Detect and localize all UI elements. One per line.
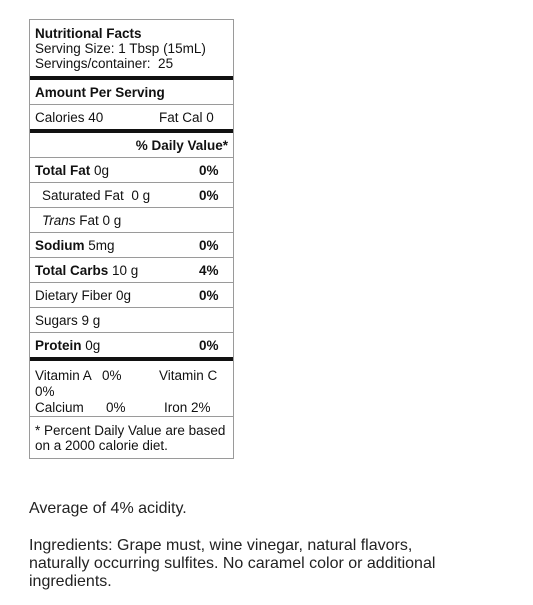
amount-per-serving: Amount Per Serving (35, 85, 165, 100)
vitamin-a-value: 0% (102, 368, 122, 383)
nutrient-name: Sugars (35, 313, 78, 328)
vitamins-section (30, 361, 233, 416)
nutrient-amount: 0 g (123, 188, 151, 203)
nutrient-name: Total Carbs (35, 263, 109, 278)
nutrient-name: Trans (42, 213, 76, 228)
servings-per-container: Servings/container: 25 (35, 56, 174, 71)
nutrient-dv: 0% (199, 288, 219, 303)
nutrient-row-protein (30, 332, 233, 357)
nutrient-row-sodium (30, 232, 233, 257)
nutrient-amount: 0g (112, 288, 132, 303)
daily-value-footnote: * Percent Daily Value are based on a 2000 calorie diet. (30, 416, 233, 458)
nutrient-amount: 9 g (77, 313, 101, 328)
daily-value-header-row (30, 133, 233, 157)
iron-value: Iron 2% (164, 400, 211, 415)
nutrient-row-sugars (30, 307, 233, 332)
nutrient-row-saturated-fat (30, 182, 233, 207)
nutrient-name: Total Fat (35, 163, 91, 178)
nutrient-name: Protein (35, 338, 82, 353)
nutrition-facts-label (29, 19, 234, 459)
calcium-label: Calcium (35, 400, 84, 415)
nutrient-dv: 0% (199, 163, 219, 178)
daily-value-header: % Daily Value* (135, 138, 228, 153)
label-header (30, 20, 233, 76)
nutrient-row-total-fat (30, 157, 233, 182)
vitamin-a-label: Vitamin A (35, 368, 92, 383)
nutrient-amount: 10 g (108, 263, 139, 278)
fat-calories: Fat Cal 0 (159, 110, 214, 125)
ingredients-text: Ingredients: Grape must, wine vinegar, natural flavors, naturally occurring sulfites. No caramel color or additional ingredients. (29, 537, 436, 590)
nutrient-dv: 0% (199, 238, 219, 253)
nutrient-dv: 0% (199, 338, 219, 353)
calories: Calories 40 (35, 110, 104, 125)
nutrient-name: Sodium (35, 238, 85, 253)
nutrient-dv: 0% (199, 188, 219, 203)
label-title: Nutritional Facts (35, 26, 142, 41)
acidity-note: Average of 4% acidity. (29, 500, 187, 517)
nutrient-amount: 0g (90, 163, 110, 178)
serving-size: Serving Size: 1 Tbsp (15mL) (35, 41, 206, 56)
vitamin-c-label: Vitamin C (159, 368, 218, 383)
nutrient-name: Dietary Fiber (35, 288, 113, 303)
amount-per-serving-row (30, 80, 233, 104)
nutrient-name: Saturated Fat (42, 188, 124, 203)
nutrient-amount: 5mg (84, 238, 115, 253)
nutrient-amount: 0g (81, 338, 101, 353)
vitamin-c-value: 0% (35, 384, 55, 399)
nutrient-amount: Fat 0 g (75, 213, 122, 228)
nutrient-row-trans-fat (30, 207, 233, 232)
nutrient-dv: 4% (199, 263, 219, 278)
nutrient-row-total-carbs (30, 257, 233, 282)
calories-row (30, 104, 233, 129)
calcium-value: 0% (106, 400, 126, 415)
nutrient-row-dietary-fiber (30, 282, 233, 307)
